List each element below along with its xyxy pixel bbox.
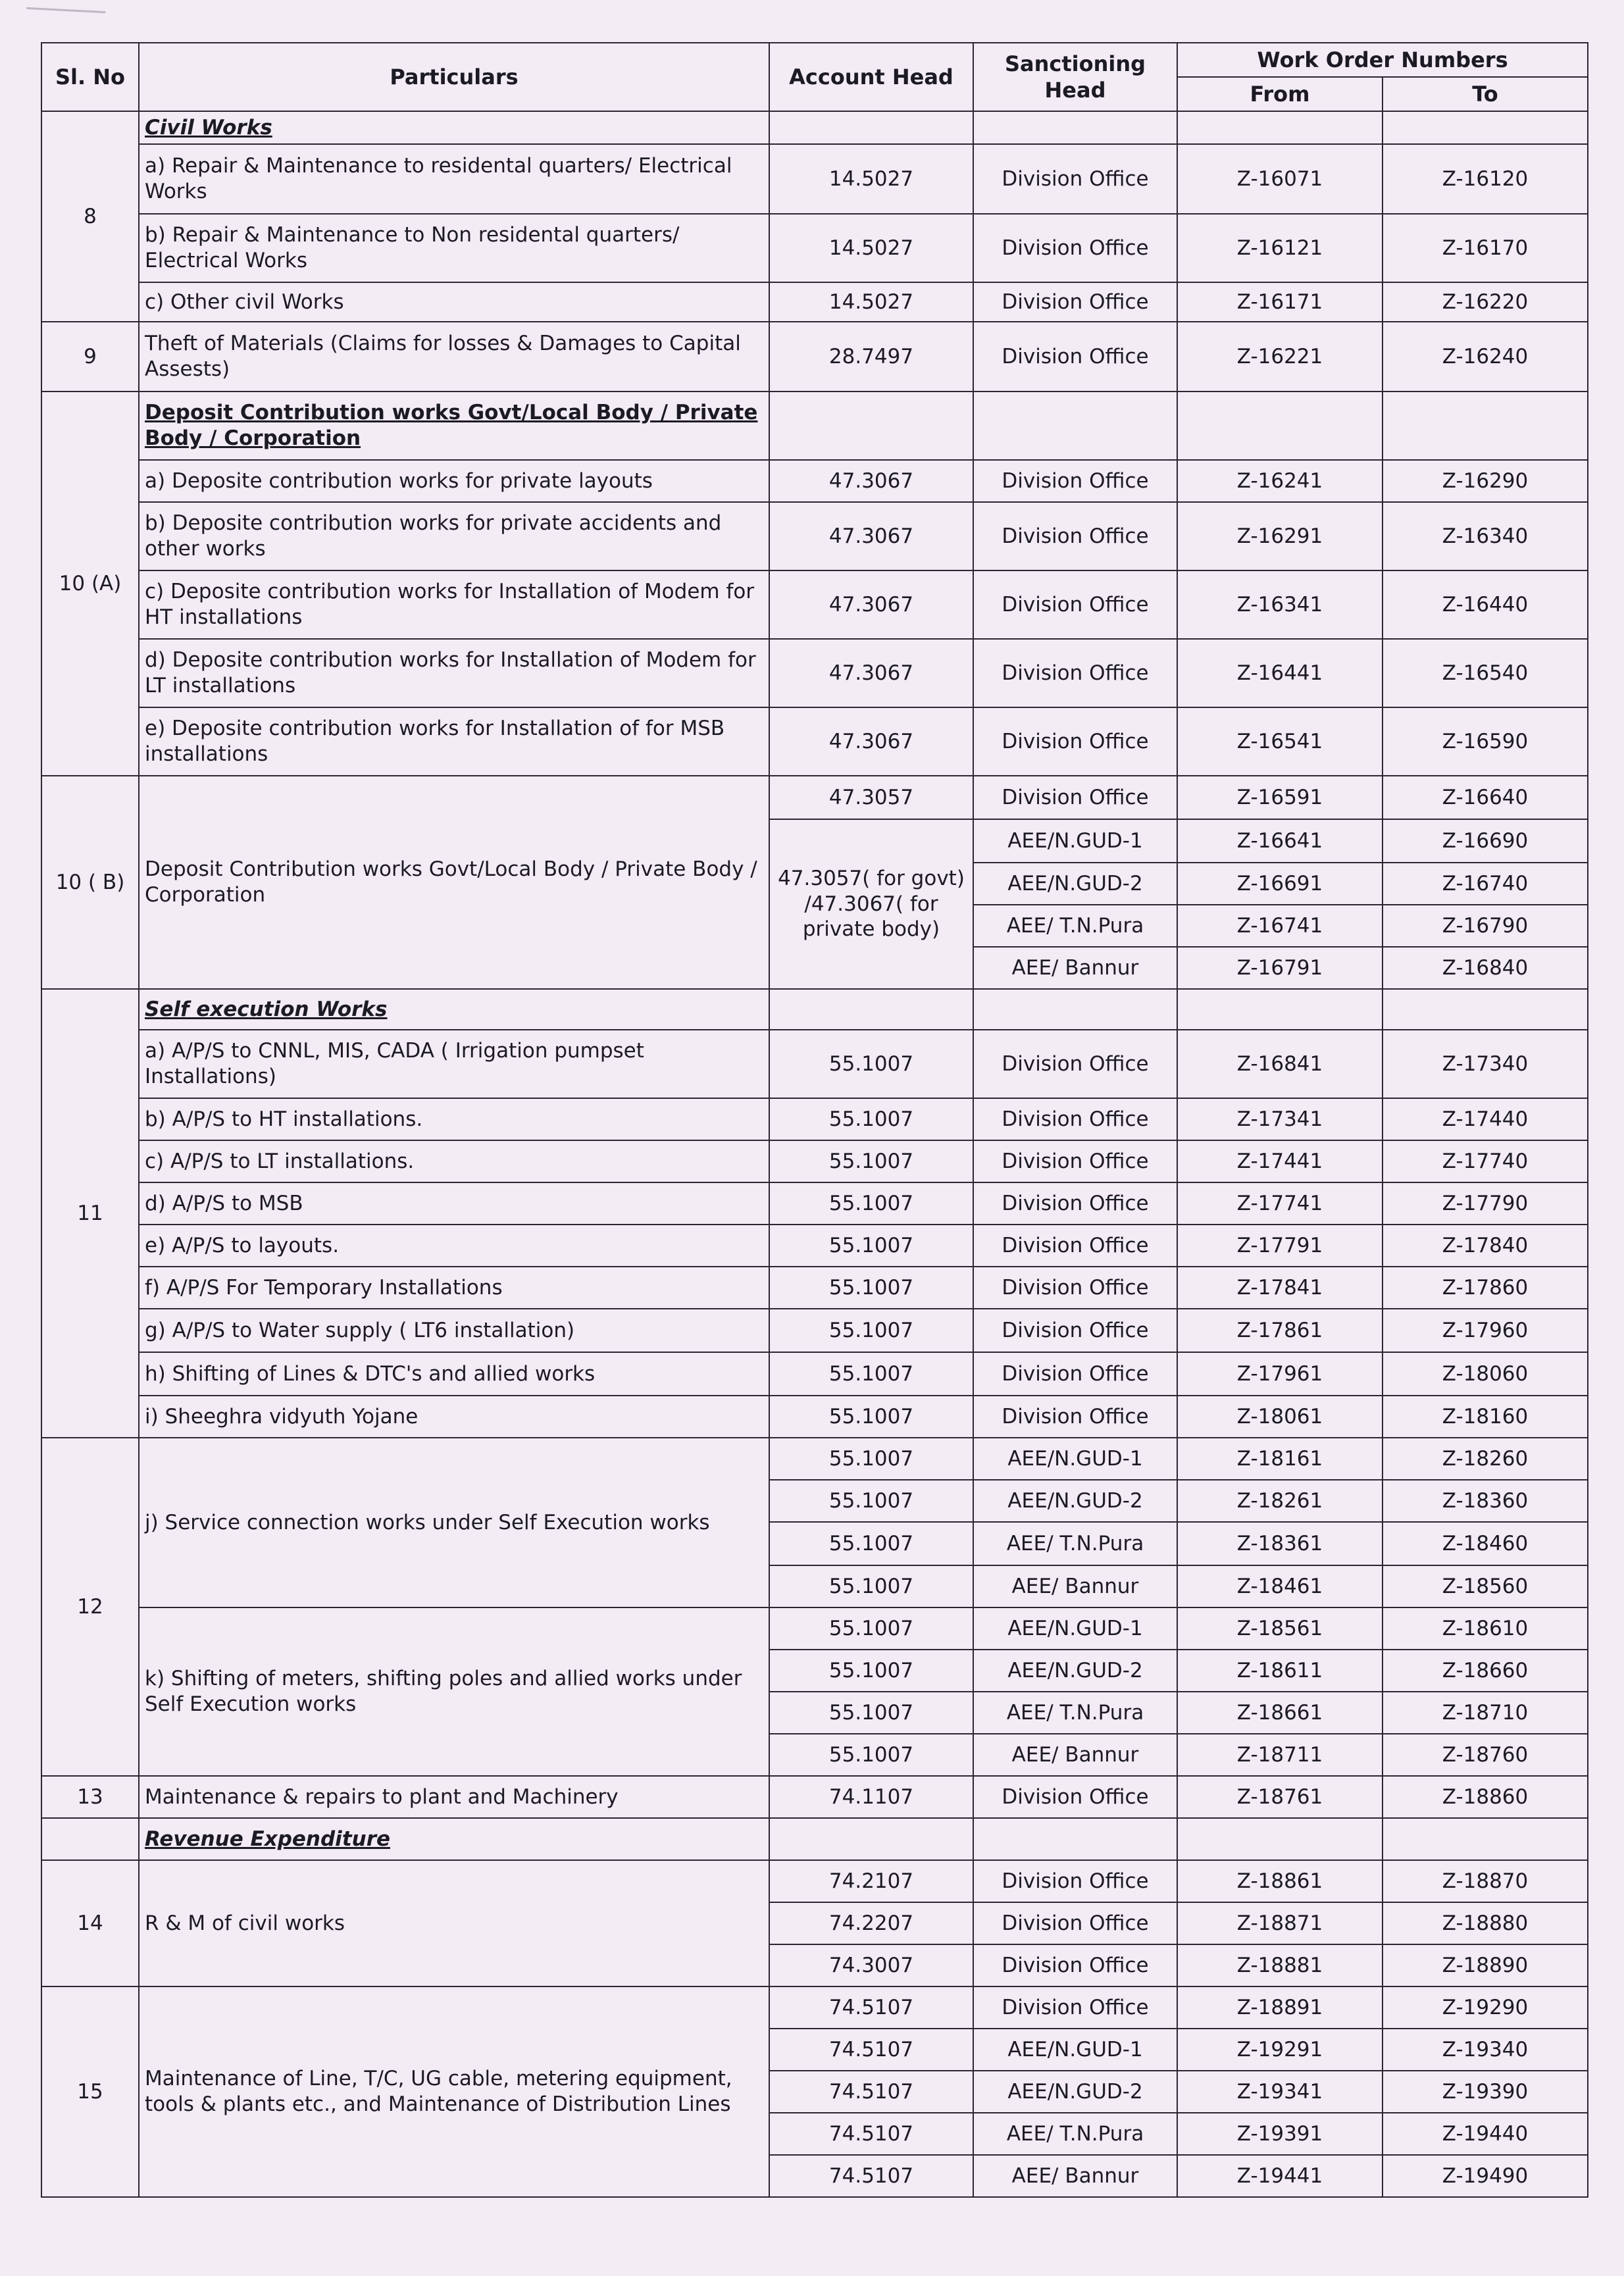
table-row (41, 214, 1588, 282)
particulars-cell: c) Other civil Works (139, 282, 769, 322)
sanctioning-head-cell: Division Office (973, 144, 1177, 214)
sanctioning-head-cell: AEE/N.GUD-2 (973, 863, 1177, 905)
account-head-cell: 47.3067 (769, 460, 973, 502)
to-cell: Z-18710 (1383, 1692, 1588, 1734)
table-row (41, 989, 1588, 1030)
scan-mark (26, 7, 106, 22)
from-cell: Z-16241 (1177, 460, 1383, 502)
account-head-cell: 47.3057 (769, 776, 973, 819)
sanctioning-head-cell: AEE/ T.N.Pura (973, 1692, 1177, 1734)
to-cell: Z-18560 (1383, 1565, 1588, 1607)
to-cell: Z-16690 (1383, 819, 1588, 863)
to-cell: Z-19340 (1383, 2029, 1588, 2071)
account-head-cell: 74.1107 (769, 1776, 973, 1818)
from-cell: Z-18361 (1177, 1522, 1383, 1565)
account-head-cell: 74.5107 (769, 2155, 973, 2197)
sl-no-cell: 10 ( B) (41, 776, 139, 989)
account-head-cell: 74.2207 (769, 1902, 973, 1944)
table-row (41, 282, 1588, 322)
account-head-cell: 55.1007 (769, 1565, 973, 1607)
from-cell: Z-18861 (1177, 1860, 1383, 1902)
from-cell: Z-18061 (1177, 1396, 1383, 1438)
particulars-cell: a) Deposite contribution works for private layouts (139, 460, 769, 502)
sanctioning-head-cell: AEE/ Bannur (973, 1734, 1177, 1776)
table-row (41, 1607, 1588, 1650)
particulars-cell: R & M of civil works (139, 1860, 769, 1986)
particulars-cell: b) Deposite contribution works for private accidents and other works (139, 502, 769, 570)
account-head-cell: 74.2107 (769, 1860, 973, 1902)
from-cell: Z-17861 (1177, 1309, 1383, 1352)
col-header-sanctioning-head: Sanctioning Head (973, 43, 1177, 111)
account-head-cell: 55.1007 (769, 1438, 973, 1480)
sanctioning-head-cell: Division Office (973, 214, 1177, 282)
sanctioning-head-cell: Division Office (973, 1182, 1177, 1225)
from-cell: Z-16541 (1177, 707, 1383, 776)
to-cell: Z-16440 (1383, 570, 1588, 639)
work-order-table (41, 42, 1588, 2198)
to-cell: Z-16740 (1383, 863, 1588, 905)
from-cell: Z-16791 (1177, 947, 1383, 989)
account-head-cell: 14.5027 (769, 282, 973, 322)
account-head-cell: 47.3067 (769, 639, 973, 707)
to-cell: Z-19290 (1383, 1986, 1588, 2029)
from-cell: Z-16691 (1177, 863, 1383, 905)
sanctioning-head-cell: AEE/N.GUD-1 (973, 1607, 1177, 1650)
table-row (41, 570, 1588, 639)
sanctioning-head-cell: AEE/ T.N.Pura (973, 1522, 1177, 1565)
table-row (41, 707, 1588, 776)
account-head-cell: 74.5107 (769, 1986, 973, 2029)
sanctioning-head-cell: AEE/ Bannur (973, 947, 1177, 989)
account-head-cell: 55.1007 (769, 1030, 973, 1098)
sanctioning-head-cell: AEE/N.GUD-1 (973, 819, 1177, 863)
sanctioning-head-cell: Division Office (973, 1986, 1177, 2029)
from-cell: Z-19391 (1177, 2113, 1383, 2155)
from-cell: Z-16641 (1177, 819, 1383, 863)
table-row (41, 1030, 1588, 1098)
table-row (41, 639, 1588, 707)
from-cell: Z-16171 (1177, 282, 1383, 322)
particulars-cell: a) Repair & Maintenance to residental quarters/ Electrical Works (139, 144, 769, 214)
account-head-cell: 28.7497 (769, 322, 973, 392)
col-header-to: To (1383, 77, 1588, 111)
account-head-cell: 55.1007 (769, 1352, 973, 1396)
sanctioning-head-cell: Division Office (973, 322, 1177, 392)
to-cell: Z-18880 (1383, 1902, 1588, 1944)
particulars-cell: i) Sheeghra vidyuth Yojane (139, 1396, 769, 1438)
from-cell: Z-17841 (1177, 1267, 1383, 1309)
account-head-cell: 47.3067 (769, 707, 973, 776)
account-head-cell: 74.5107 (769, 2071, 973, 2113)
to-cell: Z-16120 (1383, 144, 1588, 214)
account-head-cell: 55.1007 (769, 1480, 973, 1522)
account-head-cell: 55.1007 (769, 1607, 973, 1650)
section-title: Self execution Works (139, 989, 769, 1030)
to-cell: Z-16840 (1383, 947, 1588, 989)
particulars-cell: e) A/P/S to layouts. (139, 1225, 769, 1267)
from-cell: Z-18871 (1177, 1902, 1383, 1944)
account-head-cell: 55.1007 (769, 1396, 973, 1438)
account-head-cell: 47.3067 (769, 570, 973, 639)
table-row (41, 1352, 1588, 1396)
account-head-cell: 55.1007 (769, 1650, 973, 1692)
from-cell: Z-16121 (1177, 214, 1383, 282)
table-row (41, 144, 1588, 214)
to-cell: Z-16790 (1383, 905, 1588, 947)
to-cell: Z-18870 (1383, 1860, 1588, 1902)
particulars-cell: h) Shifting of Lines & DTC's and allied works (139, 1352, 769, 1396)
section-title: Deposit Contribution works Govt/Local Body / Private Body / Corporation (139, 392, 769, 460)
sanctioning-head-cell: Division Office (973, 639, 1177, 707)
account-head-cell: 55.1007 (769, 1140, 973, 1182)
from-cell: Z-16341 (1177, 570, 1383, 639)
table-row (41, 1818, 1588, 1860)
table-row (41, 1267, 1588, 1309)
account-head-cell: 55.1007 (769, 1522, 973, 1565)
particulars-cell: d) Deposite contribution works for Installation of Modem for LT installations (139, 639, 769, 707)
to-cell: Z-17840 (1383, 1225, 1588, 1267)
to-cell: Z-19490 (1383, 2155, 1588, 2197)
to-cell: Z-16220 (1383, 282, 1588, 322)
sanctioning-head-cell: Division Office (973, 1309, 1177, 1352)
to-cell: Z-18760 (1383, 1734, 1588, 1776)
sanctioning-head-cell: Division Office (973, 1267, 1177, 1309)
from-cell: Z-18261 (1177, 1480, 1383, 1522)
table-row (41, 1309, 1588, 1352)
from-cell: Z-16841 (1177, 1030, 1383, 1098)
from-cell: Z-18881 (1177, 1944, 1383, 1986)
table-row (41, 1776, 1588, 1818)
sanctioning-head-cell: Division Office (973, 460, 1177, 502)
sl-no-cell: 12 (41, 1438, 139, 1776)
particulars-cell: d) A/P/S to MSB (139, 1182, 769, 1225)
sanctioning-head-cell: Division Office (973, 707, 1177, 776)
from-cell: Z-18891 (1177, 1986, 1383, 2029)
to-cell: Z-18060 (1383, 1352, 1588, 1396)
from-cell: Z-16071 (1177, 144, 1383, 214)
account-head-cell: 74.5107 (769, 2029, 973, 2071)
table-row (41, 322, 1588, 392)
from-cell: Z-18161 (1177, 1438, 1383, 1480)
to-cell: Z-17790 (1383, 1182, 1588, 1225)
sl-no-cell: 13 (41, 1776, 139, 1818)
particulars-cell: c) Deposite contribution works for Installation of Modem for HT installations (139, 570, 769, 639)
sanctioning-head-cell: Division Office (973, 1944, 1177, 1986)
col-header-from: From (1177, 77, 1383, 111)
to-cell: Z-17960 (1383, 1309, 1588, 1352)
to-cell: Z-16240 (1383, 322, 1588, 392)
table-row (41, 1860, 1588, 1902)
sanctioning-head-cell: AEE/N.GUD-2 (973, 2071, 1177, 2113)
account-head-cell: 74.5107 (769, 2113, 973, 2155)
from-cell: Z-17791 (1177, 1225, 1383, 1267)
sl-no-cell: 11 (41, 989, 139, 1438)
account-head-cell: 14.5027 (769, 214, 973, 282)
table-row (41, 776, 1588, 819)
sanctioning-head-cell: Division Office (973, 282, 1177, 322)
table-row (41, 1182, 1588, 1225)
particulars-cell: e) Deposite contribution works for Installation of for MSB installations (139, 707, 769, 776)
sanctioning-head-cell: AEE/ Bannur (973, 1565, 1177, 1607)
sanctioning-head-cell: Division Office (973, 776, 1177, 819)
sanctioning-head-cell: AEE/ T.N.Pura (973, 2113, 1177, 2155)
from-cell: Z-16441 (1177, 639, 1383, 707)
from-cell: Z-18611 (1177, 1650, 1383, 1692)
particulars-cell: b) A/P/S to HT installations. (139, 1098, 769, 1140)
to-cell: Z-18890 (1383, 1944, 1588, 1986)
sanctioning-head-cell: Division Office (973, 1225, 1177, 1267)
from-cell: Z-16741 (1177, 905, 1383, 947)
account-head-cell: 55.1007 (769, 1182, 973, 1225)
table-row (41, 502, 1588, 570)
table-row (41, 1098, 1588, 1140)
to-cell: Z-16640 (1383, 776, 1588, 819)
account-head-cell: 55.1007 (769, 1267, 973, 1309)
to-cell: Z-16590 (1383, 707, 1588, 776)
sanctioning-head-cell: AEE/N.GUD-1 (973, 2029, 1177, 2071)
particulars-cell: j) Service connection works under Self Execution works (139, 1438, 769, 1607)
sanctioning-head-cell: AEE/N.GUD-2 (973, 1480, 1177, 1522)
particulars-cell: Deposit Contribution works Govt/Local Body / Private Body / Corporation (139, 776, 769, 989)
particulars-cell: b) Repair & Maintenance to Non residental quarters/ Electrical Works (139, 214, 769, 282)
table-row (41, 460, 1588, 502)
from-cell: Z-19341 (1177, 2071, 1383, 2113)
account-head-cell: 55.1007 (769, 1692, 973, 1734)
sanctioning-head-cell: AEE/ T.N.Pura (973, 905, 1177, 947)
from-cell: Z-16591 (1177, 776, 1383, 819)
section-title: Revenue Expenditure (139, 1818, 769, 1860)
table-row (41, 1140, 1588, 1182)
to-cell: Z-18360 (1383, 1480, 1588, 1522)
table-row (41, 1396, 1588, 1438)
from-cell: Z-17441 (1177, 1140, 1383, 1182)
from-cell: Z-18661 (1177, 1692, 1383, 1734)
from-cell: Z-19441 (1177, 2155, 1383, 2197)
account-head-cell: 55.1007 (769, 1309, 973, 1352)
col-header-sl-no: Sl. No (41, 43, 139, 111)
sanctioning-head-cell: Division Office (973, 570, 1177, 639)
sl-no-cell: 10 (A) (41, 392, 139, 776)
account-head-cell: 47.3057( for govt) /47.3067( for private body) (769, 819, 973, 989)
sanctioning-head-cell: Division Office (973, 1030, 1177, 1098)
account-head-cell: 55.1007 (769, 1098, 973, 1140)
col-header-account-head: Account Head (769, 43, 973, 111)
to-cell: Z-16340 (1383, 502, 1588, 570)
sanctioning-head-cell: AEE/ Bannur (973, 2155, 1177, 2197)
from-cell: Z-16221 (1177, 322, 1383, 392)
particulars-cell: k) Shifting of meters, shifting poles and allied works under Self Execution works (139, 1607, 769, 1776)
to-cell: Z-16170 (1383, 214, 1588, 282)
col-header-work-order-numbers: Work Order Numbers (1177, 43, 1588, 77)
from-cell: Z-18761 (1177, 1776, 1383, 1818)
sanctioning-head-cell: Division Office (973, 1140, 1177, 1182)
account-head-cell: 74.3007 (769, 1944, 973, 1986)
to-cell: Z-18460 (1383, 1522, 1588, 1565)
to-cell: Z-19440 (1383, 2113, 1588, 2155)
to-cell: Z-17740 (1383, 1140, 1588, 1182)
sanctioning-head-cell: AEE/N.GUD-1 (973, 1438, 1177, 1480)
from-cell: Z-18461 (1177, 1565, 1383, 1607)
table-row (41, 1225, 1588, 1267)
sanctioning-head-cell: Division Office (973, 1396, 1177, 1438)
sl-no-cell: 9 (41, 322, 139, 392)
sl-no-cell: 15 (41, 1986, 139, 2197)
to-cell: Z-19390 (1383, 2071, 1588, 2113)
to-cell: Z-18260 (1383, 1438, 1588, 1480)
to-cell: Z-17860 (1383, 1267, 1588, 1309)
account-head-cell: 55.1007 (769, 1225, 973, 1267)
particulars-cell: Maintenance & repairs to plant and Machinery (139, 1776, 769, 1818)
to-cell: Z-18860 (1383, 1776, 1588, 1818)
to-cell: Z-18610 (1383, 1607, 1588, 1650)
section-title: Civil Works (139, 111, 769, 144)
table-row (41, 392, 1588, 460)
sanctioning-head-cell: Division Office (973, 1098, 1177, 1140)
from-cell: Z-17341 (1177, 1098, 1383, 1140)
particulars-cell: c) A/P/S to LT installations. (139, 1140, 769, 1182)
from-cell: Z-18711 (1177, 1734, 1383, 1776)
sanctioning-head-cell: Division Office (973, 1860, 1177, 1902)
particulars-cell: a) A/P/S to CNNL, MIS, CADA ( Irrigation pumpset Installations) (139, 1030, 769, 1098)
from-cell: Z-17741 (1177, 1182, 1383, 1225)
table-row (41, 1438, 1588, 1480)
account-head-cell: 47.3067 (769, 502, 973, 570)
particulars-cell: Maintenance of Line, T/C, UG cable, metering equipment, tools & plants etc., and Maintenance of Distribution Lines (139, 1986, 769, 2197)
from-cell: Z-16291 (1177, 502, 1383, 570)
from-cell: Z-19291 (1177, 2029, 1383, 2071)
account-head-cell: 14.5027 (769, 144, 973, 214)
sl-no-cell: 14 (41, 1860, 139, 1986)
to-cell: Z-18660 (1383, 1650, 1588, 1692)
to-cell: Z-16290 (1383, 460, 1588, 502)
sanctioning-head-cell: Division Office (973, 502, 1177, 570)
sanctioning-head-cell: Division Office (973, 1776, 1177, 1818)
to-cell: Z-18160 (1383, 1396, 1588, 1438)
to-cell: Z-16540 (1383, 639, 1588, 707)
sl-no-cell: 8 (41, 111, 139, 322)
table-row (41, 111, 1588, 144)
particulars-cell: g) A/P/S to Water supply ( LT6 installation) (139, 1309, 769, 1352)
table-row (41, 1986, 1588, 2029)
account-head-cell: 55.1007 (769, 1734, 973, 1776)
col-header-particulars: Particulars (139, 43, 769, 111)
sanctioning-head-cell: Division Office (973, 1352, 1177, 1396)
to-cell: Z-17340 (1383, 1030, 1588, 1098)
from-cell: Z-17961 (1177, 1352, 1383, 1396)
to-cell: Z-17440 (1383, 1098, 1588, 1140)
particulars-cell: Theft of Materials (Claims for losses & Damages to Capital Assests) (139, 322, 769, 392)
sanctioning-head-cell: Division Office (973, 1902, 1177, 1944)
sanctioning-head-cell: AEE/N.GUD-2 (973, 1650, 1177, 1692)
from-cell: Z-18561 (1177, 1607, 1383, 1650)
particulars-cell: f) A/P/S For Temporary Installations (139, 1267, 769, 1309)
